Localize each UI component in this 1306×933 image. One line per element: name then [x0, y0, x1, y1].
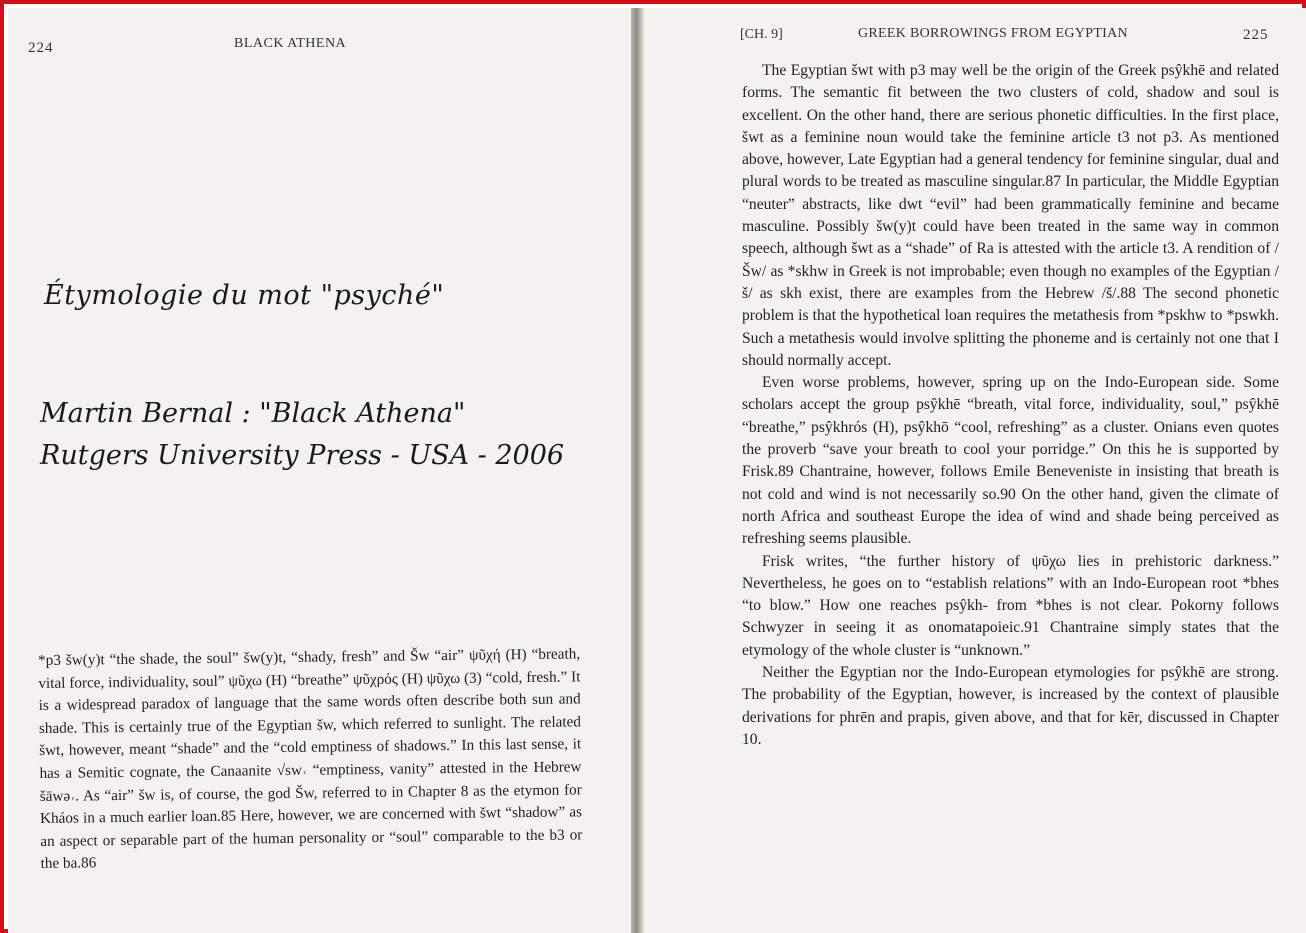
body-text	[742, 60, 1279, 751]
left-page	[8, 8, 631, 933]
footnote-paragraph: *p3 šw(y)t “the shade, the soul” šw(y)t, “shady, fresh” and Šw “air” ψῦχή (H) “breath, vital force, individuality, soul” ψῦχω (H) “breathe” ψῦχρός (H) ψῦχω (3) “cold, fresh.” It is a widespread paradox of language that the same words often describe both sun and shade. This is certainly true of the Egyptian šw, which referred to sunlight. The related šwt, however, meant “shade” and the “cold emptiness of shadows.” In this last sense, it has a Semitic cognate, the Canaanite √sw˒ “emptiness, vanity” attested in the Hebrew šāwə˒. As “air” šw is, of course, the god Šw, referred to in Chapter 8 as the etymon for Kháos in a much earlier loan.85 Here, however, we are concerned with šwt “shadow” as an aspect or separable part of the human personality or “soul” comparable to the b3 or the ba.86	[38, 645, 583, 873]
page-number-right: 225	[1243, 27, 1269, 43]
page-number-left: 224	[28, 40, 54, 56]
handwritten-credit-publisher: Rutgers University Press - USA - 2006	[40, 440, 565, 471]
handwritten-credit-author: Martin Bernal : "Black Athena"	[40, 398, 466, 429]
right-page	[644, 8, 1306, 933]
book-gutter	[631, 8, 644, 933]
chapter-label: [CH. 9]	[740, 27, 783, 42]
body-paragraph-2: Even worse problems, however, spring up on the Indo-European side. Some scholars accept the group psŷkhē “breath, vital force, individuality, soul,” psŷkhē “breathe,” psŷkhrós (H), psŷkhō “cool, refreshing” as a cluster. Onians even quotes the proverb “save your breath to cool your porridge.” On this he is supported by Frisk.89 Chantraine, however, follows Emile Beneveniste in insisting that breath is not cold and wind is not necessarily so.90 On the other hand, given the climate of north Africa and southeast Europe the idea of wind and shade being perceived as refreshing seems plausible.	[742, 374, 1279, 548]
running-head-right: GREEK BORROWINGS FROM EGYPTIAN	[858, 26, 1128, 41]
handwritten-title: Étymologie du mot "psyché"	[44, 280, 445, 311]
body-paragraph-3: Frisk writes, “the further history of ψῦχω lies in prehistoric darkness.” Nevertheless, he goes on to “establish relations” with an Indo-European root *bhes “to blow.” How one reaches psŷkh- from *bhes is not clear. Pokorny follows Schwyzer in seeing it as onomatapoieic.91 Chantraine simply states that the etymology of the whole cluster is “unknown.”	[742, 552, 1279, 659]
footnote-block	[38, 643, 583, 876]
body-paragraph-1: The Egyptian šwt with p3 may well be the origin of the Greek psŷkhē and related forms. The semantic fit between the two clusters of cold, shadow and soul is excellent. On the other hand, there are serious phonetic difficulties. In the first place, šwt as a feminine noun would take the feminine article t3 not p3. As mentioned above, however, Late Egyptian had a general tendency for feminine singular, dual and plural words to be treated as masculine singular.87 In particular, the Middle Egyptian “neuter” abstracts, like dwt “evil” had been grammatically feminine and became masculine. Possibly šw(y)t could have been treated in the same way in common speech, although šwt as a “shade” of Ra is attested with the article t3. A rendition of /Šw/ as *skhw in Greek is not improbable; even though no examples of the Egyptian /š/ as skh exist, there are examples from the Hebrew /š/.88 The second phonetic problem is that the hypothetical loan requires the metathesis from *pskhw to *pswkh. Such a metathesis would involve splitting the phoneme and is certainly not one that I should normally accept.	[742, 62, 1279, 369]
running-head-left: BLACK ATHENA	[234, 36, 347, 51]
body-paragraph-4: Neither the Egyptian nor the Indo-European etymologies for psŷkhē are strong. The probability of the Egyptian, however, is increased by the context of plausible derivations for phrēn and prapis, given above, and that for kēr, discussed in Chapter 10.	[742, 664, 1279, 748]
